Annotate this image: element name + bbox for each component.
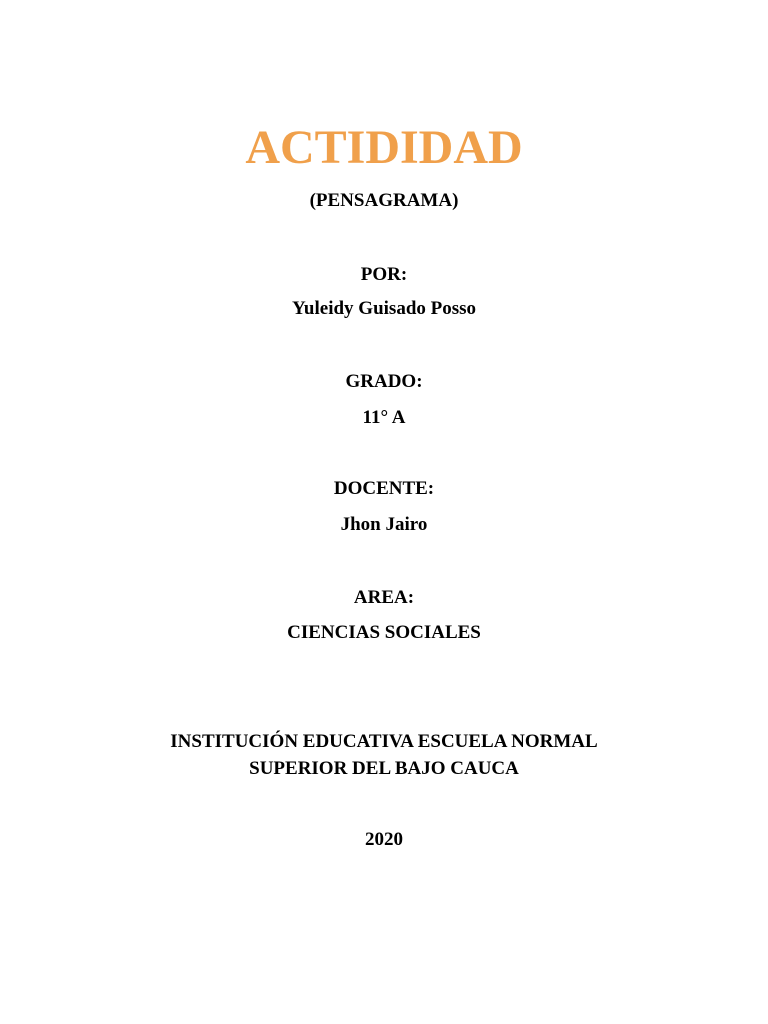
area-label: AREA:	[353, 587, 415, 608]
institution-line-1: INSTITUCIÓN EDUCATIVA ESCUELA NORMAL	[170, 731, 598, 752]
area-value: CIENCIAS SOCIALES	[287, 622, 481, 643]
author-label: POR:	[360, 264, 408, 285]
document-title: ACTIDIDAD	[245, 121, 523, 174]
teacher-name: Jhon Jairo	[340, 514, 428, 535]
author-name: Yuleidy Guisado Posso	[291, 298, 477, 319]
institution-line-2: SUPERIOR DEL BAJO CAUCA	[249, 758, 519, 779]
grade-label: GRADO:	[345, 371, 423, 392]
grade-value: 11° A	[362, 407, 406, 428]
document-subtitle: (PENSAGRAMA)	[309, 190, 459, 211]
teacher-label: DOCENTE:	[333, 478, 435, 499]
document-year: 2020	[365, 829, 403, 850]
